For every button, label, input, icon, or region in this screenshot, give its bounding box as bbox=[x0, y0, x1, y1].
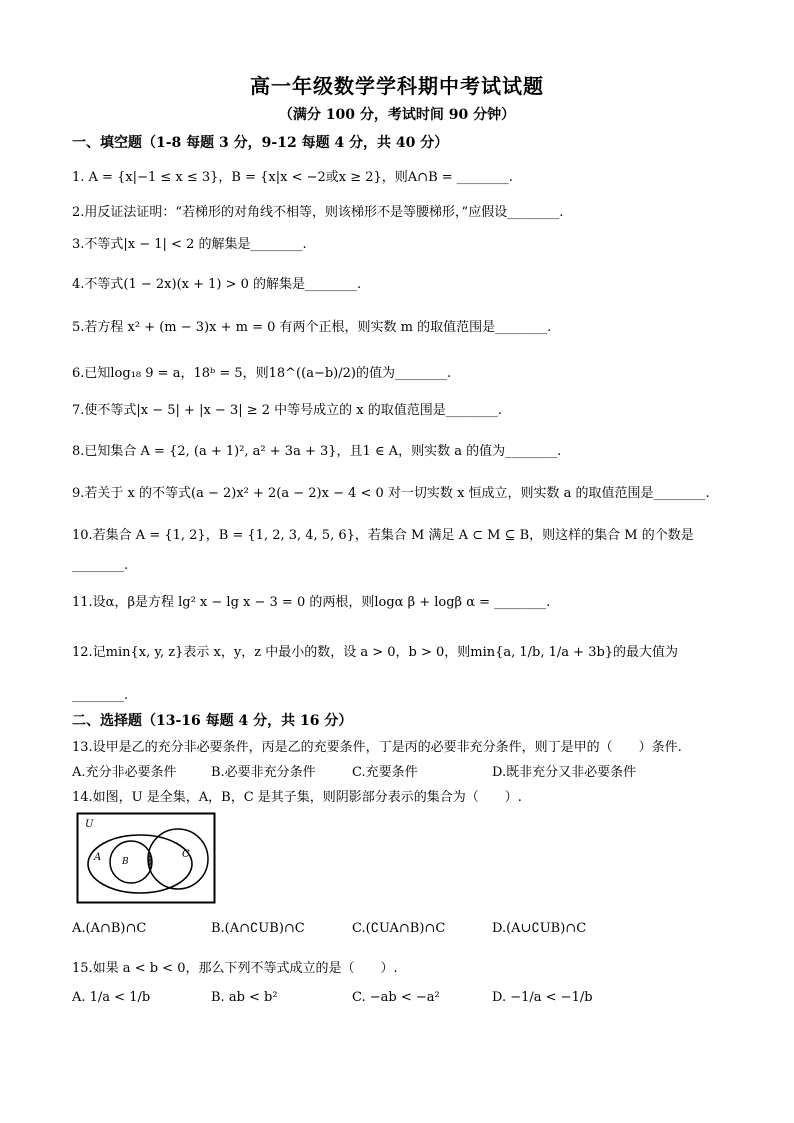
page-title: 高一年级数学学科期中考试试题 bbox=[250, 74, 544, 98]
venn-label-u: U bbox=[85, 819, 94, 830]
question-6: 6.已知log₁₈ 9 = a，18ᵇ = 5，则18^((a−b)/2)的值为________. bbox=[72, 366, 452, 381]
question-13-option-d: D.既非充分又非必要条件 bbox=[492, 765, 637, 780]
question-10: 10.若集合 A = {1, 2}，B = {1, 2, 3, 4, 5, 6}，若集合 M 满足 A ⊂ M ⊆ B，则这样的集合 M 的个数是 bbox=[72, 528, 694, 543]
question-8: 8.已知集合 A = {2, (a + 1)², a² + 3a + 3}，且1 ∈ A，则实数 a 的值为________. bbox=[72, 444, 562, 459]
question-14-option-a: A.(A∩B)∩C bbox=[72, 921, 147, 936]
question-3: 3.不等式|x − 1| < 2 的解集是________. bbox=[72, 237, 307, 252]
question-14: 14.如图，U 是全集，A，B，C 是其子集，则阴影部分表示的集合为（ ）. bbox=[72, 790, 522, 805]
question-12: 12.记min{x, y, z}表示 x，y，z 中最小的数，设 a > 0，b > 0，则min{a, 1/b, 1/a + 3b}的最大值为 bbox=[72, 645, 679, 660]
venn-label-b: B bbox=[122, 857, 129, 867]
page-subtitle: （满分 100 分，考试时间 90 分钟） bbox=[278, 107, 516, 123]
question-11: 11.设α，β是方程 lg² x − lg x − 3 = 0 的两根，则logα β + logβ α = ________. bbox=[72, 595, 551, 610]
question-1: 1. A = {x|−1 ≤ x ≤ 3}，B = {x|x < −2或x ≥ 2}，则A∩B = ________. bbox=[72, 170, 513, 185]
venn-diagram bbox=[76, 812, 216, 904]
venn-set-b bbox=[110, 841, 152, 883]
question-15-option-b: B. ab < b² bbox=[211, 990, 278, 1005]
question-7: 7.使不等式|x − 5| + |x − 3| ≥ 2 中等号成立的 x 的取值范围是________. bbox=[72, 403, 502, 418]
question-13: 13.设甲是乙的充分非必要条件，丙是乙的充要条件，丁是丙的必要非充分条件，则丁是甲的（ ）条件. bbox=[72, 740, 682, 755]
question-4: 4.不等式(1 − 2x)(x + 1) > 0 的解集是________. bbox=[72, 277, 362, 292]
question-15-option-c: C. −ab < −a² bbox=[352, 990, 440, 1005]
question-15: 15.如果 a < b < 0，那么下列不等式成立的是（ ）. bbox=[72, 961, 398, 976]
question-5: 5.若方程 x² + (m − 3)x + m = 0 有两个正根，则实数 m 的取值范围是________. bbox=[72, 320, 552, 335]
section-heading-fill-blank: 一、填空题（1-8 每题 3 分，9-12 每题 4 分，共 40 分） bbox=[72, 135, 449, 151]
venn-label-c: C bbox=[182, 849, 190, 860]
question-10-blank: ________. bbox=[72, 558, 129, 573]
question-14-option-c: C.(∁UA∩B)∩C bbox=[352, 921, 446, 936]
question-12-blank: ________. bbox=[72, 688, 129, 703]
question-13-option-a: A.充分非必要条件 bbox=[72, 765, 177, 780]
question-9: 9.若关于 x 的不等式(a − 2)x² + 2(a − 2)x − 4 < 0 对一切实数 x 恒成立，则实数 a 的取值范围是________. bbox=[72, 486, 710, 501]
venn-label-a: A bbox=[94, 852, 102, 863]
question-15-option-d: D. −1/a < −1/b bbox=[492, 990, 593, 1005]
question-14-option-b: B.(A∩∁UB)∩C bbox=[211, 921, 305, 936]
question-13-option-b: B.必要非充分条件 bbox=[211, 765, 316, 780]
question-13-option-c: C.充要条件 bbox=[352, 765, 418, 780]
question-15-option-a: A. 1/a < 1/b bbox=[72, 990, 151, 1005]
section-heading-choice: 二、选择题（13-16 每题 4 分，共 16 分） bbox=[72, 713, 353, 729]
venn-set-c bbox=[148, 829, 208, 889]
question-14-option-d: D.(A∪∁UB)∩C bbox=[492, 921, 587, 936]
question-2: 2.用反证法证明：“若梯形的对角线不相等，则该梯形不是等腰梯形，”应假设________. bbox=[72, 205, 564, 220]
